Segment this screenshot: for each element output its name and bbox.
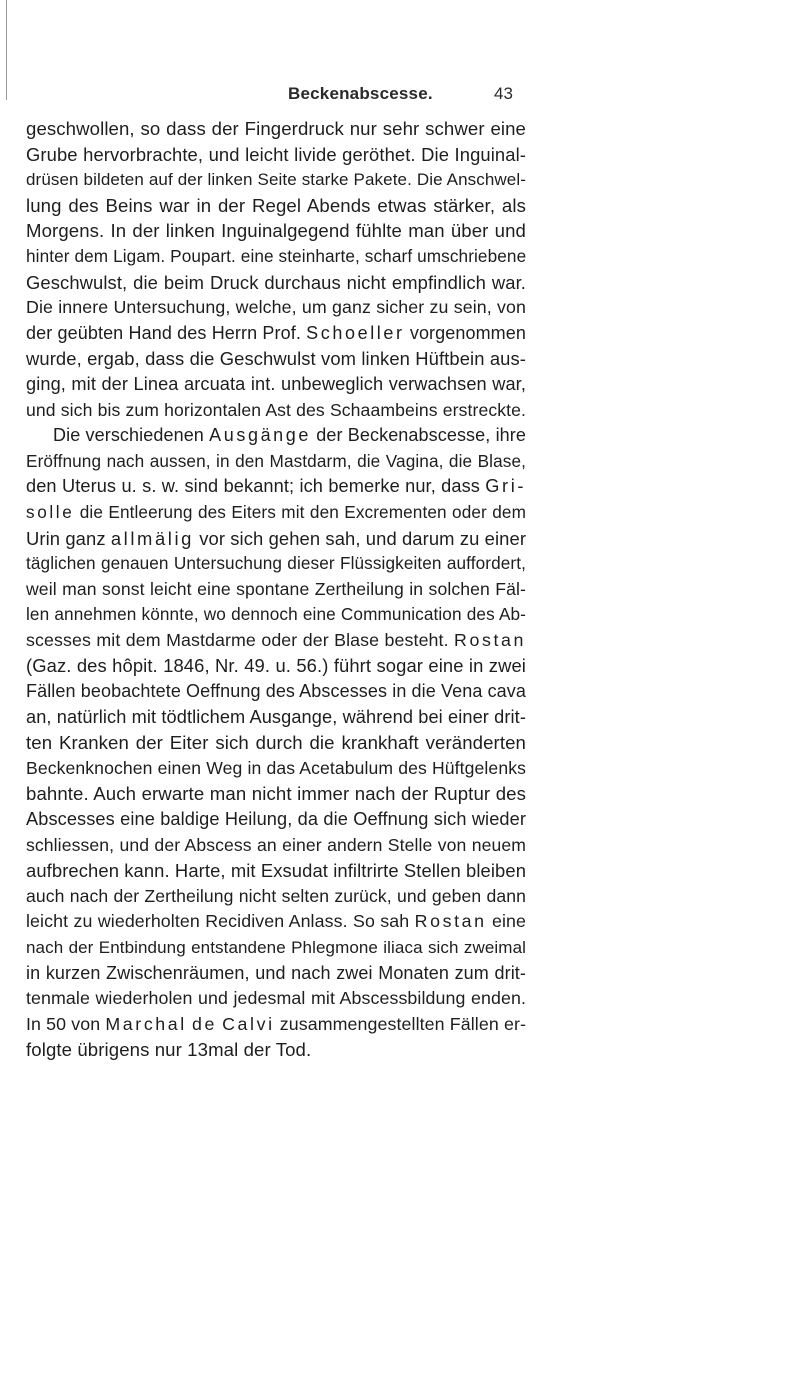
text-line: hinter dem Ligam. Poupart. eine steinharte, scharf umschriebene <box>26 245 527 266</box>
text-line: bahnte. Auch erwarte man nicht immer nach der Ruptur des <box>26 783 526 805</box>
text-line: leicht zu wiederholten Recidiven Anlass. So sah Rostan eine <box>26 911 526 932</box>
page-number: 43 <box>494 84 513 103</box>
text-line: Eröffnung nach aussen, in den Mastdarm, die Vagina, die Blase, <box>26 450 526 471</box>
text-line: Abscesses eine baldige Heilung, da die Oeffnung sich wieder <box>26 809 526 830</box>
text-line: Geschwulst, die beim Druck durchaus nicht empfindlich war. <box>26 271 526 293</box>
body-text <box>26 116 526 1063</box>
text-line-final: folgte übrigens nur 13mal der Tod. <box>26 1039 312 1061</box>
text-line: solle die Entleerung des Eiters mit den Excrementen oder dem <box>26 501 526 522</box>
text-line: ten Kranken der Eiter sich durch die krankhaft veränderten <box>26 732 526 754</box>
text-line: täglichen genauen Untersuchung dieser Flüssigkeiten auffordert, <box>26 553 526 574</box>
text-line: und sich bis zum horizontalen Ast des Schaambeins erstreckte. <box>26 399 526 420</box>
text-line: wurde, ergab, dass die Geschwulst vom linken Hüftbein aus- <box>26 348 526 370</box>
text-line: Beckenknochen einen Weg in das Acetabulum des Hüftgelenks <box>26 757 526 778</box>
running-header <box>0 84 800 108</box>
text-line: der geübten Hand des Herrn Prof. Schoeller vorgenommen <box>26 322 526 343</box>
text-line: nach der Entbindung entstandene Phlegmone iliaca sich zweimal <box>26 938 526 957</box>
text-line: aufbrechen kann. Harte, mit Exsudat infiltrirte Stellen bleiben <box>26 860 527 882</box>
text-line: ging, mit der Linea arcuata int. unbeweglich verwachsen war, <box>26 373 526 394</box>
text-line: geschwollen, so dass der Fingerdruck nur sehr schwer eine <box>26 118 526 139</box>
text-line: den Uterus u. s. w. sind bekannt; ich bemerke nur, dass Gri- <box>26 476 526 497</box>
text-line: drüsen bildeten auf der linken Seite starke Pakete. Die Anschwel- <box>26 170 526 190</box>
text-line: tenmale wiederholen und jedesmal mit Abscessbildung enden. <box>26 988 526 1009</box>
running-head-title: Beckenabscesse. <box>288 84 433 103</box>
text-line: In 50 von Marchal de Calvi zusammengestellten Fällen er- <box>26 1013 526 1034</box>
text-line: an, natürlich mit tödtlichem Ausgange, während bei einer drit- <box>26 706 526 727</box>
text-line: (Gaz. des hôpit. 1846, Nr. 49. u. 56.) führt sogar eine in zwei <box>26 655 526 677</box>
text-line: schliessen, und der Abscess an einer andern Stelle von neuem <box>26 834 526 855</box>
text-line: weil man sonst leicht eine spontane Zertheilung in solchen Fäl- <box>26 578 526 599</box>
text-line: in kurzen Zwischenräumen, und nach zwei Monaten zum drit- <box>26 962 526 983</box>
text-line: Urin ganz allmälig vor sich gehen sah, und darum zu einer <box>26 527 527 549</box>
paragraph-first-line: Die verschiedenen Ausgänge der Beckenabscesse, ihre <box>53 425 526 446</box>
text-line: Fällen beobachtete Oeffnung des Abscesses in die Vena cava <box>26 681 526 702</box>
text-line: len annehmen könnte, wo dennoch eine Communication des Ab- <box>26 604 526 625</box>
text-line: scesses mit dem Mastdarme oder der Blase besteht. Rostan <box>26 629 526 650</box>
text-line: auch nach der Zertheilung nicht selten zurück, und geben dann <box>26 885 526 906</box>
text-line: Die innere Untersuchung, welche, um ganz sicher zu sein, von <box>26 297 526 318</box>
text-line: lung des Beins war in der Regel Abends etwas stärker, als <box>26 194 526 216</box>
text-line: Grube hervorbrachte, und leicht livide geröthet. Die Inguinal- <box>26 143 526 165</box>
text-line: Morgens. In der linken Inguinalgegend fühlte man über und <box>26 220 526 242</box>
